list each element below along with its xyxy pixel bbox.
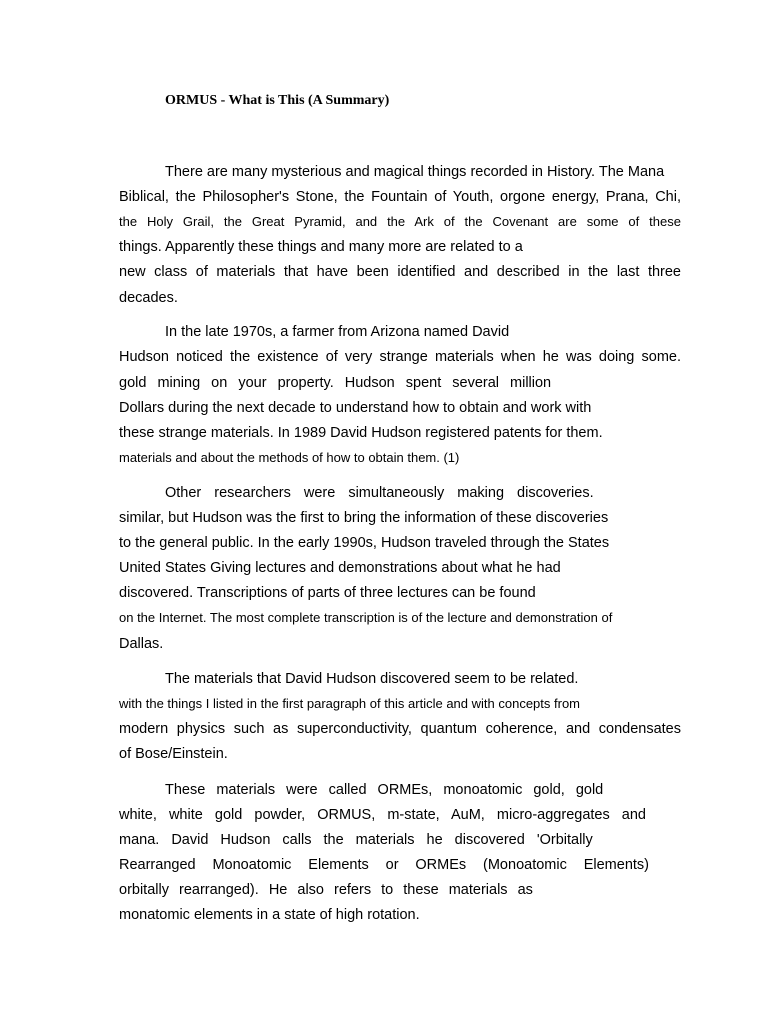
text-line: monatomic elements in a state of high rotation. <box>119 907 420 923</box>
text-line: Hudson noticed the existence of very strange materials when he was doing some. <box>119 349 681 365</box>
text-line: The materials that David Hudson discovered seem to be related. <box>165 671 579 687</box>
text-line: Other researchers were simultaneously making discoveries. <box>165 485 594 501</box>
text-line: United States Giving lectures and demonstrations about what he had <box>119 560 561 576</box>
text-line: orbitally rearranged). He also refers to these materials as <box>119 882 533 898</box>
text-line: the Holy Grail, the Great Pyramid, and the Ark of the Covenant are some of these <box>119 214 681 229</box>
document-title: ORMUS - What is This (A Summary) <box>165 93 390 108</box>
text-line: decades. <box>119 290 178 306</box>
text-line: to the general public. In the early 1990s, Hudson traveled through the States <box>119 535 610 551</box>
text-line: Biblical, the Philosopher's Stone, the Fountain of Youth, orgone energy, Prana, Chi, <box>119 189 681 205</box>
text-line: gold mining on your property. Hudson spent several million <box>119 375 552 391</box>
text-line: these strange materials. In 1989 David Hudson registered patents for them. <box>119 425 603 441</box>
text-line: similar, but Hudson was the first to bring the information of these discoveries <box>119 510 609 526</box>
text-line: white, white gold powder, ORMUS, m-state, AuM, micro-aggregates and <box>119 807 646 823</box>
text-line: discovered. Transcriptions of parts of three lectures can be found <box>119 585 536 601</box>
text-line: modern physics such as superconductivity, quantum coherence, and condensates <box>119 721 681 737</box>
text-line: There are many mysterious and magical things recorded in History. The Mana <box>165 164 665 180</box>
text-line: on the Internet. The most complete transcription is of the lecture and demonstration of <box>119 610 613 625</box>
text-line: Dallas. <box>119 636 164 652</box>
text-line: with the things I listed in the first paragraph of this article and with concepts from <box>119 696 581 711</box>
text-line: Dollars during the next decade to understand how to obtain and work with <box>119 400 592 416</box>
text-line: Rearranged Monoatomic Elements or ORMEs (Monoatomic Elements) <box>119 857 649 873</box>
text-line: new class of materials that have been identified and described in the last three <box>119 264 681 280</box>
text-line: things. Apparently these things and many more are related to a <box>119 239 523 255</box>
text-line: materials and about the methods of how to obtain them. (1) <box>119 450 460 465</box>
text-line: These materials were called ORMEs, monoatomic gold, gold <box>165 782 604 798</box>
text-line: of Bose/Einstein. <box>119 746 228 762</box>
text-line: In the late 1970s, a farmer from Arizona named David <box>165 324 510 340</box>
text-line: mana. David Hudson calls the materials he discovered 'Orbitally <box>119 832 593 848</box>
